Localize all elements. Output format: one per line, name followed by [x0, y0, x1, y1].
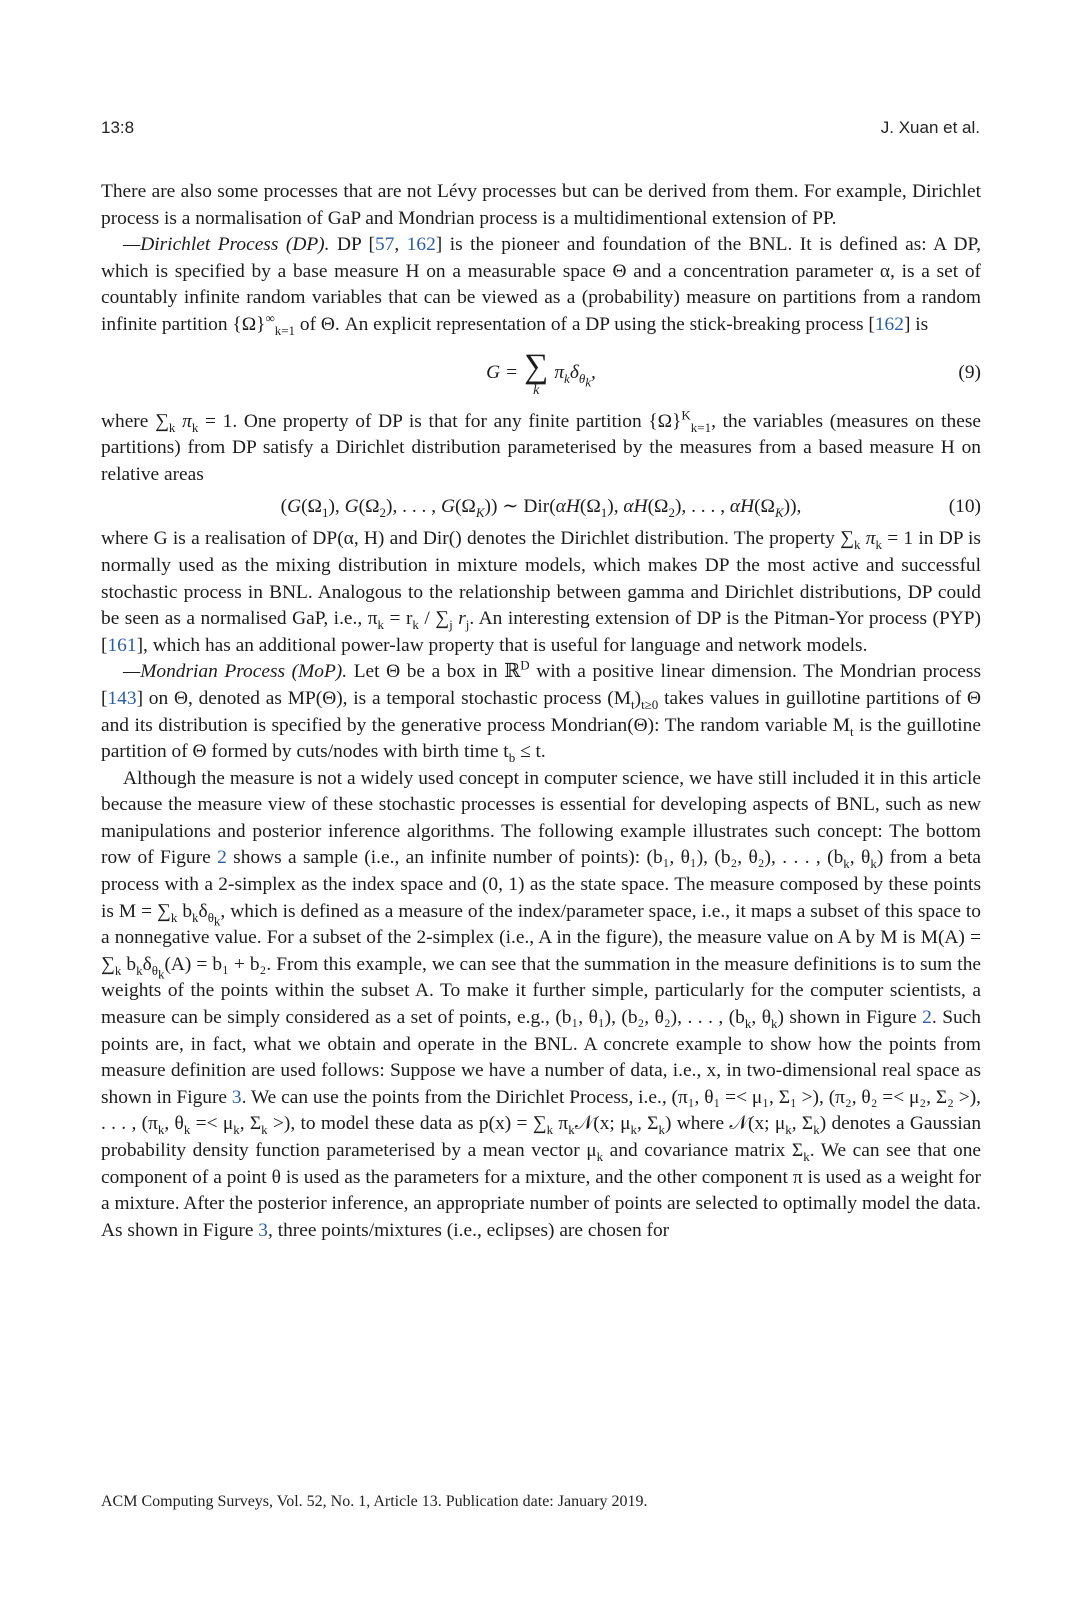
- figure-2-link[interactable]: 2: [217, 847, 227, 869]
- running-header: [101, 118, 980, 138]
- equation-9: G = ∑ k $\pi_k\delta_{\theta_k}$, (9): [486, 347, 981, 398]
- figure-3-link[interactable]: 3: [231, 1086, 242, 1108]
- citation-143[interactable]: 143: [107, 687, 137, 709]
- figure-2-link-b[interactable]: 2: [922, 1007, 932, 1029]
- citation-162[interactable]: 162: [406, 234, 436, 256]
- paragraph-intro: There are also some processes that are not Lévy processes but can be derived from them. For example, Dirichlet process is a normalisation of GaP and Mondrian process is a multidimentional extension of PP.: [101, 181, 981, 229]
- paragraph-after-eq10: where G is a realisation of DP(α, H) and Dir() denotes the Dirichlet distribution. The property $\sum_k$ $\pi_k = 1$ in DP is normally used as the mixing distribution in mixture models, which makes DP the most active and successful stochastic process in BNL. Analogous to the relationship between gamma and Dirichlet distributions, DP could be seen as a normalised GaP, i.e., $\pi_k = r_k / \sum_j$ $r_j$. An interesting extension of DP is the Pitman-Yor process (PYP) [161], which has an additional power-law property that is useful for language and network models.: [101, 528, 982, 656]
- paragraph-mondrian-process: —Mondrian Process (MoP). Let Θ be a box in ℝ$^D$ with a positive linear dimension. The Mondrian process [143] on Θ, denoted as MP(Θ), is a temporal stochastic process $(M_t)_{t\ge 0}$ takes values in guillotine partitions of Θ and its distribution is specified by the generative process Mondrian(Θ): The random variable $M_t$ is the guillotine partition of Θ formed by cuts/nodes with birth time $t_b \le t$.: [101, 657, 982, 765]
- page-footer: ACM Computing Surveys, Vol. 52, No. 1, Article 13. Publication date: January 2019.: [101, 1493, 648, 1510]
- figure-3-link-b[interactable]: 3: [258, 1219, 268, 1241]
- citation-162-b[interactable]: 162: [874, 313, 904, 335]
- dp-heading: —Dirichlet Process (DP).: [123, 234, 330, 256]
- paragraph-measure-view: Although the measure is not a widely used concept in computer science, we have still included it in this article because the measure view of these stochastic processes is essential for developing aspects of BNL, such as new manipulations and posterior inference algorithms. The following example illustrates such concept: The bottom row of Figure 2 shows a sample (i.e., an infinite number of points): (b₁, θ₁), (b₂, θ₂), . . . , ($b_k$, $\theta_k$) from a beta process with a 2-simplex as the index space and (0, 1) as the state space. The measure composed by these points is $M = \sum_k$ $b_k\delta_{\theta_k}$, which is defined as a measure of the index/parameter space, i.e., it maps a subset of this space to a nonnegative value. For a subset of the 2-simplex (i.e., A in the figure), the measure value on A by M is $M(A) = \sum_k$ $b_k\delta_{\theta_k}(A) = b_1 + b_2$. From this example, we can see that the summation in the measure definitions is to sum the weights of the points within the subset A. To make it further simple, particularly for the computer scientists, a measure can be simply considered as a set of points, e.g., (b₁, θ₁), (b₂, θ₂), . . . , ($b_k$, $\theta_k$) shown in Figure 2. Such points are, in fact, what we obtain and operate in the BNL. A concrete example to show how the points from measure definition are used follows: Suppose we have a number of data, i.e., x, in two-dimensional real space as shown in Figure 3. We can use the points from the Dirichlet Process, i.e., (π₁, θ₁ =< μ₁, Σ₁ >), (π₂, θ₂ =< μ₂, Σ₂ >), . . . , ($\pi_k$, $\theta_k =< \mu_k$, $\Sigma_k$ >), to model these data as $p(x) = \sum_k$ $\pi_k𝒩(x$; $\mu_k$, $\Sigma_k$) where 𝒩(x; $\mu_k$, $\Sigma_k$) denotes a Gaussian probability density function parameterised by a mean vector $\mu_k$ and covariance matrix $\Sigma_k$. We can see that one component of a point θ is used as the parameters for a mixture, and the other component π is used as a weight for a mixture. After the posterior inference, an appropriate number of points are selected to optimally model the data. As shown in Figure 3, three points/mixtures (i.e., eclipses) are chosen for: [101, 767, 982, 1241]
- citation-57[interactable]: 57: [374, 234, 395, 256]
- paragraph-after-eq9: where $\sum_k$ $\pi_k = 1$. One property of DP is that for any finite partition $\{\Omega\}^K_{k=1}$, the variables (measures on these partitions) from DP satisfy a Dirichlet distribution parameterised by the measures from a based measure H on relative areas: [101, 407, 981, 485]
- article-body: [101, 179, 981, 1244]
- paragraph-dirichlet-process: —Dirichlet Process (DP). DP [57, 162] is the pioneer and foundation of the BNL. It is defined as: A DP, which is specified by a base measure H on a measurable space Θ and a concentration parameter α, is a set of countably infinite random variables that can be viewed as a (probability) measure on partitions from a random infinite partition $\{\Omega\}^\infty_{k=1}$ of Θ. An explicit representation of a DP using the stick-breaking process [162] is: [101, 234, 981, 338]
- page-number: 13:8: [101, 118, 135, 137]
- citation-161[interactable]: 161: [107, 634, 137, 656]
- equation-9-number: (9): [958, 362, 981, 384]
- mop-heading: —Mondrian Process (MoP).: [123, 661, 348, 683]
- running-author: J. Xuan et al.: [880, 118, 980, 137]
- equation-10-number: (10): [948, 496, 981, 518]
- equation-10: ($G(\Omega_1)$, $G(\Omega_2)$, . . . , $G(\Omega_K)$) ∼ $Dir(\alpha H(\Omega_1)$, $\alpha H(\Omega_2)$, . . . , $\alpha H(\Omega_K)$), (10): [280, 496, 981, 520]
